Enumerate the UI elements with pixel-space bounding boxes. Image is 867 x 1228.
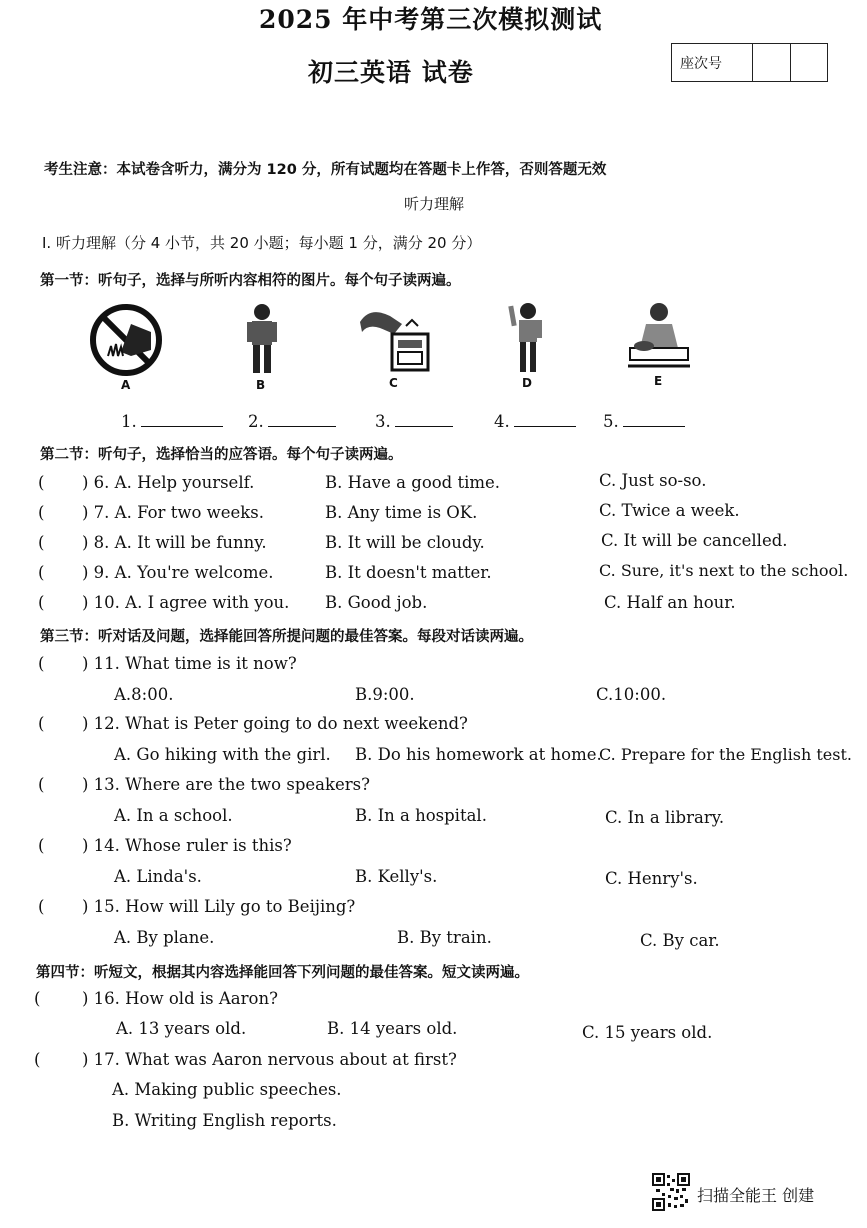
q17-option-a: A. Making public speeches. [112, 1080, 342, 1099]
exam-title: 2025 年中考第三次模拟测试 [259, 5, 603, 34]
picture-d-label: D [522, 376, 532, 390]
standing-boy-icon [244, 302, 280, 378]
q14-option-a: A. Linda's. [114, 867, 202, 886]
section4-title: 第四节：听短文，根据其内容选择能回答下列问题的最佳答案。短文读两遍。 [36, 965, 529, 981]
section2-title: 第二节：听句子，选择恰当的应答语。每个句子读两遍。 [40, 447, 403, 463]
q11-option-b: B.9:00. [355, 685, 415, 704]
q14-text: ) 14. Whose ruler is this? [82, 836, 292, 855]
q16-option-a: A. 13 years old. [116, 1019, 247, 1038]
picture-b-label: B [256, 378, 266, 392]
q11-text: ) 11. What time is it now? [82, 654, 297, 673]
scanner-watermark: 扫描全能王 创建 [697, 1186, 815, 1205]
seat-number-box [671, 43, 828, 82]
q8-option-b: B. It will be cloudy. [325, 533, 485, 552]
recycle-bin-icon [358, 304, 434, 374]
q9-option-c: C. Sure, it's next to the school. [599, 561, 849, 580]
q10-option-c: C. Half an hour. [604, 593, 736, 612]
q10-option-b: B. Good job. [325, 593, 428, 612]
no-trampling-grass-icon [86, 304, 168, 376]
paren-13: ( [38, 775, 45, 794]
paren-14: ( [38, 836, 45, 855]
section1-title: 第一节：听句子，选择与所听内容相符的图片。每个句子读两遍。 [40, 273, 461, 289]
q14-option-b: B. Kelly's. [355, 867, 438, 886]
q15-text: ) 15. How will Lily go to Beijing? [82, 897, 356, 916]
picture-a-label: A [121, 378, 131, 392]
picture-c [358, 304, 434, 374]
paren-15: ( [38, 897, 45, 916]
q12-option-c: C. Prepare for the English test. [599, 745, 852, 764]
picture-e [624, 300, 694, 374]
answer-blank-1[interactable]: 1. [121, 412, 223, 431]
q16-option-b: B. 14 years old. [327, 1019, 458, 1038]
paren-9: ( [38, 563, 45, 582]
picture-d [506, 300, 548, 376]
q7-option-b: B. Any time is OK. [325, 503, 478, 522]
exam-notice: 考生注意：本试卷含听力，满分为 120 分，所有试题均在答题卡上作答，否则答题无效 [44, 162, 607, 178]
q15-option-a: A. By plane. [114, 928, 215, 947]
picture-b [244, 302, 280, 378]
picture-c-label: C [389, 376, 398, 390]
q12-option-a: A. Go hiking with the girl. [114, 745, 331, 764]
q12-text: ) 12. What is Peter going to do next weekend? [82, 714, 468, 733]
q6-option-a: ) 6. A. Help yourself. [82, 473, 255, 492]
q11-option-a: A.8:00. [114, 685, 174, 704]
q8-option-a: ) 8. A. It will be funny. [82, 533, 267, 552]
paren-11: ( [38, 654, 45, 673]
q15-option-c: C. By car. [640, 931, 720, 950]
q16-text: ) 16. How old is Aaron? [82, 989, 278, 1008]
girl-at-sink-icon [624, 300, 694, 374]
section3-title: 第三节：听对话及问题，选择能回答所提问题的最佳答案。每段对话读两遍。 [40, 629, 533, 645]
answer-blank-5[interactable]: 5. [603, 412, 685, 431]
answer-blank-3[interactable]: 3. [375, 412, 453, 431]
q13-text: ) 13. Where are the two speakers? [82, 775, 370, 794]
paren-10: ( [38, 593, 45, 612]
q14-option-c: C. Henry's. [605, 869, 698, 888]
qr-code-icon [652, 1173, 690, 1211]
part1-title: I. 听力理解（分 4 小节，共 20 小题；每小题 1 分，满分 20 分） [42, 234, 482, 252]
answer-blank-4[interactable]: 4. [494, 412, 576, 431]
paren-12: ( [38, 714, 45, 733]
seat-number-label: 座次号 [672, 44, 753, 81]
q8-option-c: C. It will be cancelled. [601, 531, 788, 550]
exam-subtitle: 初三英语 试卷 [308, 58, 474, 87]
paren-8: ( [38, 533, 45, 552]
q17-option-b: B. Writing English reports. [112, 1111, 337, 1130]
q13-option-c: C. In a library. [605, 808, 725, 827]
paren-16: ( [34, 989, 41, 1008]
q11-option-c: C.10:00. [596, 685, 667, 704]
boy-waving-icon [506, 300, 548, 376]
q16-option-c: C. 15 years old. [582, 1023, 713, 1042]
picture-e-label: E [654, 374, 663, 388]
q17-text: ) 17. What was Aaron nervous about at first? [82, 1050, 457, 1069]
listening-heading: 听力理解 [404, 195, 465, 213]
q15-option-b: B. By train. [397, 928, 492, 947]
q9-option-b: B. It doesn't matter. [325, 563, 492, 582]
q13-option-a: A. In a school. [114, 806, 233, 825]
seat-number-cell [791, 44, 828, 81]
q7-option-c: C. Twice a week. [599, 501, 740, 520]
answer-blank-2[interactable]: 2. [248, 412, 336, 431]
q10-option-a: ) 10. A. I agree with you. [82, 593, 290, 612]
seat-number-cell [753, 44, 791, 81]
q7-option-a: ) 7. A. For two weeks. [82, 503, 264, 522]
q13-option-b: B. In a hospital. [355, 806, 487, 825]
paren-7: ( [38, 503, 45, 522]
paren-17: ( [34, 1050, 41, 1069]
q6-option-c: C. Just so-so. [599, 471, 707, 490]
q9-option-a: ) 9. A. You're welcome. [82, 563, 274, 582]
picture-a [86, 304, 168, 376]
paren-6: ( [38, 473, 45, 492]
q12-option-b: B. Do his homework at home. [355, 745, 602, 764]
q6-option-b: B. Have a good time. [325, 473, 501, 492]
